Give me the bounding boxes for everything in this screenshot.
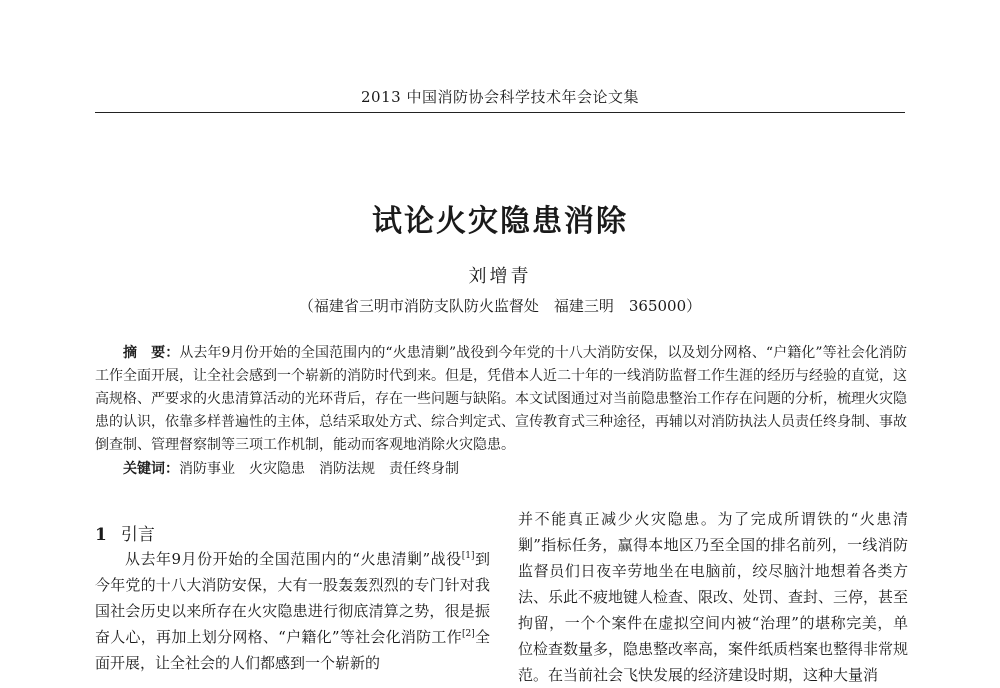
- intro-text-part: 到今年党的十八大消防安保，大有一股轰轰烈烈的专门针对我国社会历史以来所存在火灾隐患进行彻底清算之势，很是振奋人心，再加上划分网格、“户籍化”等社会化消防工作: [95, 550, 490, 646]
- abstract-text: 从去年9月份开始的全国范围内的“火患清剿”战役到今年党的十八大消防安保，以及划分网格、“户籍化”等社会化消防工作全面开展，让全社会感到一个崭新的消防时代到来。但是，凭借本人近二十年的一线消防监督工作生涯的经历与经验的直觉，这高规格、严要求的火患清算活动的光环背后，存在一些问题与缺陷。本文试图通过对当前隐患整治工作存在问题的分析，梳理火灾隐患的认识，依靠多样普遍性的主体，总结采取处方式、综合判定式、宣传教育式三种途径，再辅以对消防执法人员责任终身制、事故倒查制、管理督察制等三项工作机制，能动而客观地消除火灾隐患。: [95, 345, 907, 453]
- abstract: [95, 342, 907, 457]
- citation-ref: [1]: [461, 551, 475, 561]
- paper-affiliation: （福建省三明市消防支队防火监督处 福建三明 365000）: [298, 297, 702, 315]
- citation-ref: [2]: [461, 629, 475, 639]
- keywords: [123, 458, 903, 481]
- right-column-paragraph: 并不能真正减少火灾隐患。为了完成所谓铁的“火患清剿”指标任务，赢得本地区乃至全国的排名前列，一线消防监督员们日夜辛劳地坐在电脑前，绞尽脑汁地想着各类方法、乐此不疲地键人检查、限改、处罚、查封、三停，甚至拘留，一个个案件在虚拟空间内被“治理”的堪称完美，单位检查数量多，隐患整改率高，案件纸质档案也整得非常规范。在当前社会飞快发展的经济建设时期，这种大量消: [518, 510, 909, 684]
- keywords-label: 关键词：: [123, 461, 179, 477]
- intro-text-part: 从去年9月份开始的全国范围内的“火患清剿”战役: [125, 550, 462, 568]
- section-title: 引言: [120, 525, 155, 545]
- running-header: 2013 中国消防协会科学技术年会论文集: [361, 88, 639, 106]
- abstract-label: 摘 要：: [123, 345, 180, 361]
- intro-paragraph: [95, 546, 490, 676]
- section-heading: [95, 520, 155, 545]
- header-rule: [95, 112, 905, 113]
- keyword: 责任终身制: [389, 461, 459, 477]
- intro-text-part: 全面开展，让全社会的人们都感到一个崭新的: [95, 628, 490, 672]
- keyword: 消防法规: [319, 461, 375, 477]
- keyword: 火灾隐患: [249, 461, 305, 477]
- paper-author: 刘增青: [468, 266, 532, 287]
- keyword: 消防事业: [179, 461, 235, 477]
- section-number: 1: [95, 525, 107, 545]
- paper-title: 试论火灾隐患消除: [372, 204, 628, 239]
